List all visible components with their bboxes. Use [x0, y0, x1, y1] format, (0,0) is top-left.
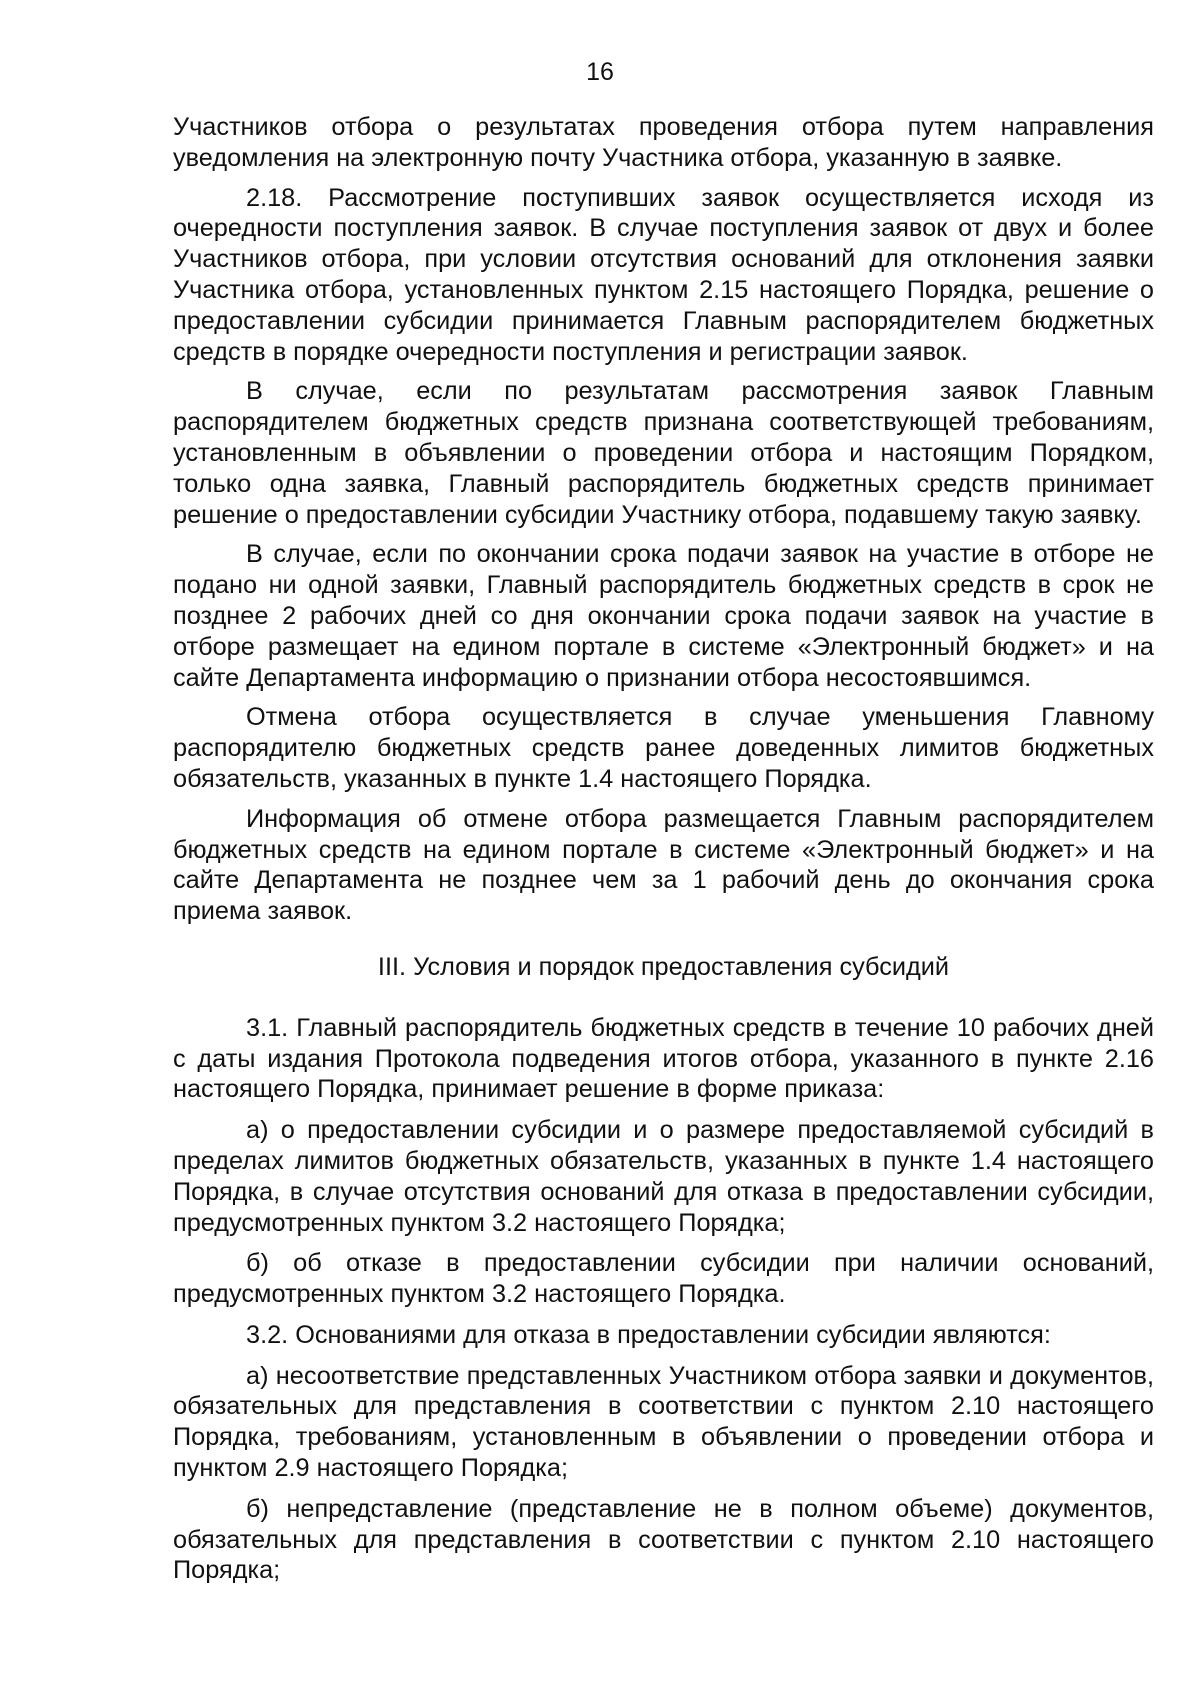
paragraph: В случае, если по результатам рассмотрения заявок Главным распорядителем бюджетных средств признана соответствующей требованиям, установленным в объявлении о проведении отбора и настоящим Порядком, только одна заявка, Главный распорядитель бюджетных средств принимает решение о предоставлении субсидии Участнику отбора, подавшему такую заявку.	[173, 377, 1154, 529]
paragraph: б) об отказе в предоставлении субсидии при наличии оснований, предусмотренных пунктом 3.2 настоящего Порядка.	[173, 1249, 1154, 1309]
paragraph: 2.18. Рассмотрение поступивших заявок осуществляется исходя из очередности поступления заявок. В случае поступления заявок от двух и более Участников отбора, при условии отсутствия оснований для отклонения заявки Участника отбора, установленных пунктом 2.15 настоящего Порядка, решение о предоставлении субсидии принимается Главным распорядителем бюджетных средств в порядке очередности поступления и регистрации заявок.	[173, 183, 1154, 366]
paragraph: 3.1. Главный распорядитель бюджетных средств в течение 10 рабочих дней с даты издания Протокола подведения итогов отбора, указанного в пункте 2.16 настоящего Порядка, принимает решение в форме приказа:	[173, 1013, 1154, 1104]
page-number: 16	[586, 58, 614, 86]
paragraph: 3.2. Основаниями для отказа в предоставлении субсидии являются:	[246, 1320, 1051, 1349]
paragraph: В случае, если по окончании срока подачи заявок на участие в отборе не подано ни одной заявки, Главный распорядитель бюджетных средств в срок не позднее 2 рабочих дней со дня окончании срока подачи заявок на участие в отборе размещает на едином портале в системе «Электронный бюджет» и на сайте Департамента информацию о признании отбора несостоявшимся.	[173, 540, 1154, 692]
section-heading: III. Условия и порядок предоставления субсидий	[377, 952, 950, 981]
document-body	[173, 112, 1154, 1586]
paragraph: а) несоответствие представленных Участником отбора заявки и документов, обязательных для представления в соответствии с пунктом 2.10 настоящего Порядка, требованиям, установленным в объявлении о проведении отбора и пунктом 2.9 настоящего Порядка;	[173, 1361, 1154, 1483]
paragraph: Отмена отбора осуществляется в случае уменьшения Главному распорядителю бюджетных средств ранее доведенных лимитов бюджетных обязательств, указанных в пункте 1.4 настоящего Порядка.	[173, 703, 1154, 793]
paragraph: Информация об отмене отбора размещается Главным распорядителем бюджетных средств на едином портале в системе «Электронный бюджет» и на сайте Департамента не позднее чем за 1 рабочий день до окончания срока приема заявок.	[173, 804, 1154, 926]
paragraph: а) о предоставлении субсидии и о размере предоставляемой субсидий в пределах лимитов бюджетных обязательств, указанных в пункте 1.4 настоящего Порядка, в случае отсутствия оснований для отказа в предоставлении субсидии, предусмотренных пунктом 3.2 настоящего Порядка;	[173, 1116, 1154, 1237]
paragraph: б) непредставление (представление не в полном объеме) документов, обязательных для представления в соответствии с пунктом 2.10 настоящего Порядка;	[173, 1494, 1154, 1585]
paragraph: Участников отбора о результатах проведения отбора путем направления уведомления на электронную почту Участника отбора, указанную в заявке.	[173, 113, 1154, 172]
